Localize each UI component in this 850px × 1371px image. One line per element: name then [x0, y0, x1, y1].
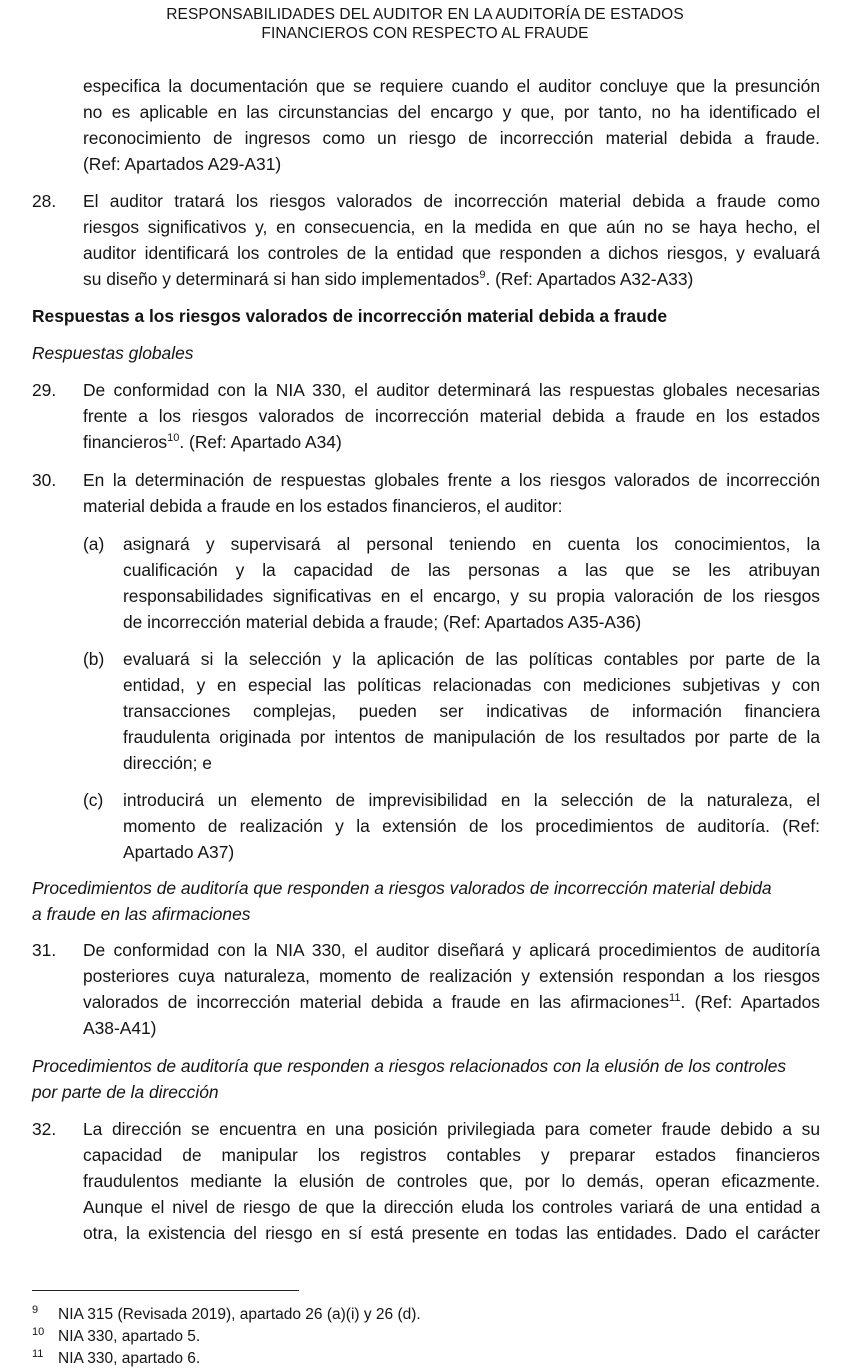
- footnote-text: NIA 315 (Revisada 2019), apartado 26 (a)(i) y 26 (d).: [58, 1306, 421, 1323]
- text-line: De conformidad con la NIA 330, el auditor diseñará y aplicará procedimientos de auditoría: [83, 940, 820, 960]
- text-line: En la determinación de respuestas globales frente a los riesgos valorados de incorrección: [83, 470, 820, 490]
- list-item-b: [123, 646, 820, 776]
- text-line: [83, 989, 820, 1015]
- text-line: frente a los riesgos valorados de incorrección material debida a fraude en los estados: [83, 406, 820, 426]
- text-line: auditor identificará los controles de la entidad que responden a dichos riesgos, y evaluará: [83, 243, 820, 263]
- text-line: asignará y supervisará al personal teniendo en cuenta los conocimientos, la: [123, 534, 820, 554]
- subheading-global-responses: [32, 340, 822, 366]
- text-run: . (Ref: Apartados: [680, 992, 821, 1012]
- text-line: fraudulentos mediante la elusión de controles que, por lo demás, operan eficazmente.: [83, 1171, 820, 1191]
- paragraph-29: [83, 377, 820, 455]
- paragraph-31: [83, 937, 820, 1041]
- paragraph-number-31: 31.: [32, 940, 57, 960]
- list-item-label-b: (b): [83, 649, 105, 669]
- text-line: La dirección se encuentra en una posición privilegiada para cometer fraude debido a su: [83, 1119, 820, 1139]
- text-line: dirección; e: [123, 753, 212, 773]
- text-line: cualificación y la capacidad de las personas a las que se les atribuyan: [123, 560, 820, 580]
- header-line-2: FINANCIEROS CON RESPECTO AL FRAUDE: [261, 25, 589, 42]
- paragraph-number-32: 32.: [32, 1119, 57, 1139]
- text-line: por parte de la dirección: [32, 1082, 219, 1102]
- paragraph-number-30: 30.: [32, 470, 57, 490]
- text-run: su diseño y determinará si han sido implementados: [83, 269, 480, 289]
- text-line: introducirá un elemento de imprevisibilidad en la selección de la naturaleza, el: [123, 790, 820, 810]
- paragraph-28: [83, 188, 820, 292]
- footnote-ref-11[interactable]: 11: [669, 992, 681, 1004]
- text-line: A38-A41): [83, 1018, 157, 1038]
- text-line: fraudulenta originada por intentos de manipulación de los resultados por parte de la: [123, 727, 820, 747]
- text-line: (Ref: Apartados A29-A31): [83, 154, 282, 174]
- text-line: transacciones complejas, pueden ser indicativas de información financiera: [123, 701, 820, 721]
- list-item-c: [123, 787, 820, 865]
- text-line: Apartado A37): [123, 842, 235, 862]
- text-line: entidad, y en especial las políticas relacionadas con mediciones subjetivas y con: [123, 675, 820, 695]
- text-line: de incorrección material debida a fraude; (Ref: Apartados A35-A36): [123, 612, 642, 632]
- text-line: no es aplicable en las circunstancias del encargo y que, por tanto, no ha identificado el: [83, 102, 820, 122]
- paragraph-30: [83, 467, 820, 519]
- footnote-ref-10[interactable]: 10: [167, 432, 180, 444]
- footnote-mark: 11: [32, 1348, 44, 1360]
- paragraph-number-28: 28.: [32, 191, 57, 211]
- text-line: especifica la documentación que se requiere cuando el auditor concluye que la presunción: [83, 76, 820, 96]
- text-line: momento de realización y la extensión de los procedimientos de auditoría. (Ref:: [123, 816, 820, 836]
- footnote-text: NIA 330, apartado 5.: [58, 1328, 201, 1345]
- text-line: otra, la existencia del riesgo en sí está presente en todas las entidades. Dado el carácter: [83, 1223, 820, 1243]
- footnote-mark: 9: [32, 1304, 39, 1316]
- list-item-label-c: (c): [83, 790, 104, 810]
- text-line: Procedimientos de auditoría que responden a riesgos valorados de incorrección material debida: [32, 878, 772, 898]
- running-header: [0, 5, 850, 43]
- footnote-text: NIA 330, apartado 6.: [58, 1350, 201, 1367]
- paragraph-number-29: 29.: [32, 380, 57, 400]
- text-line: De conformidad con la NIA 330, el auditor determinará las respuestas globales necesarias: [83, 380, 820, 400]
- text-run: . (Ref: Apartados A32-A33): [485, 269, 694, 289]
- text-line: reconocimiento de ingresos como un riesgo de incorrección material debida a fraude.: [83, 128, 820, 148]
- list-item-a: [123, 531, 820, 635]
- text-line: material debida a fraude en los estados financieros, el auditor:: [83, 496, 563, 516]
- text-line: responsabilidades significativas en el encargo, y su propia valoración de los riesgos: [123, 586, 820, 606]
- subheading-assertion-level: [32, 875, 822, 927]
- text-line: posteriores cuya naturaleza, momento de realización y extensión respondan a los riesgos: [83, 966, 820, 986]
- text-line: evaluará si la selección y la aplicación de las políticas contables por parte de la: [123, 649, 820, 669]
- footnote-divider: [32, 1290, 299, 1291]
- text-line: Aunque el nivel de riesgo de que la dirección eluda los controles variará de una entidad a: [83, 1197, 820, 1217]
- text-line: [83, 429, 820, 455]
- text-line: a fraude en las afirmaciones: [32, 904, 251, 924]
- text-run: . (Ref: Apartado A34): [179, 432, 342, 452]
- text-line: Procedimientos de auditoría que responden a riesgos relacionados con la elusión de los controles: [32, 1056, 787, 1076]
- text-line: Respuestas globales: [32, 343, 194, 363]
- subheading-management-override: [32, 1053, 822, 1105]
- text-line: El auditor tratará los riesgos valorados de incorrección material debida a fraude como: [83, 191, 820, 211]
- text-line: riesgos significativos y, en consecuencia, en la medida en que aún no se haya hecho, el: [83, 217, 820, 237]
- text-line: capacidad de manipular los registros contables y preparar estados financieros: [83, 1145, 820, 1165]
- header-line-1: RESPONSABILIDADES DEL AUDITOR EN LA AUDITORÍA DE ESTADOS: [166, 6, 684, 23]
- paragraph-27-continuation: [83, 73, 820, 177]
- section-heading: Respuestas a los riesgos valorados de incorrección material debida a fraude: [32, 306, 667, 326]
- footnote-mark: 10: [32, 1326, 45, 1338]
- paragraph-32: [83, 1116, 820, 1246]
- text-run: financieros: [83, 432, 168, 452]
- text-run: valorados de incorrección material debida a fraude en las afirmaciones: [83, 992, 670, 1012]
- text-line: [83, 266, 820, 292]
- footnote-ref-9[interactable]: 9: [479, 269, 486, 281]
- list-item-label-a: (a): [83, 534, 105, 554]
